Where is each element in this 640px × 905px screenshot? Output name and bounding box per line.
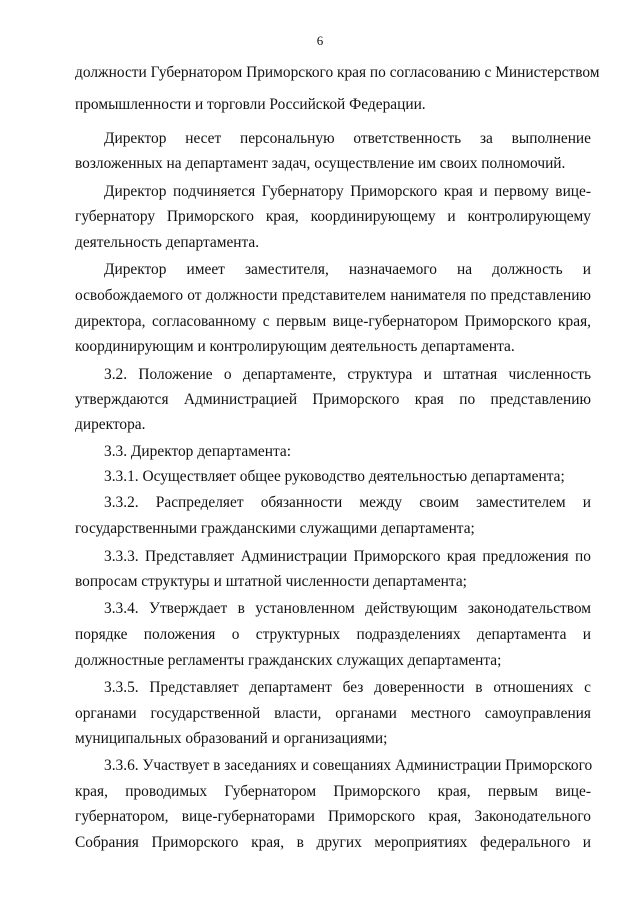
text-line: директора.: [75, 416, 146, 433]
text-line: 3.3.5. Представляет департамент без доверенности в отношениях с: [104, 679, 591, 696]
text-line: утверждаются Администрацией Приморского края по представлению: [75, 391, 591, 408]
text-line: 3.2. Положение о департаменте, структура и штатная численность: [104, 366, 591, 383]
text-line: губернатору Приморского края, координирующему и контролирующему: [75, 208, 591, 225]
text-line: должности Губернатором Приморского края по согласованию с Министерством: [75, 64, 600, 81]
text-line: порядке положения о структурных подразделениях департамента и: [75, 626, 591, 643]
page-number: 6: [316, 33, 324, 48]
text-line: Собрания Приморского края, в других мероприятиях федерального и: [75, 834, 591, 851]
text-line: Директор подчиняется Губернатору Приморского края и первому вице-: [104, 183, 591, 200]
text-line: 3.3.2. Распределяет обязанности между своим заместителем и: [104, 494, 591, 511]
text-line: Директор несет персональную ответственность за выполнение: [104, 130, 591, 147]
text-line: 3.3.6. Участвует в заседаниях и совещаниях Администрации Приморского: [104, 757, 593, 774]
text-line: 3.3.3. Представляет Администрации Приморского края предложения по: [104, 548, 591, 565]
text-line: должностные регламенты гражданских служащих департамента;: [75, 652, 502, 669]
text-line: промышленности и торговли Российской Федерации.: [75, 96, 426, 113]
text-line: 3.3.1. Осуществляет общее руководство деятельностью департамента;: [104, 468, 565, 485]
text-line: государственными гражданскими служащими департамента;: [75, 520, 475, 537]
text-line: 3.3.4. Утверждает в установленном действующим законодательством: [104, 600, 591, 617]
text-line: муниципальных образований и организациями;: [75, 730, 388, 747]
text-line: органами государственной власти, органами местного самоуправления: [75, 705, 591, 722]
text-line: возложенных на департамент задач, осуществление им своих полномочий.: [75, 155, 566, 172]
text-line: освобождаемого от должности представителем нанимателя по представлению: [75, 287, 591, 304]
text-line: Директор имеет заместителя, назначаемого на должность и: [104, 261, 591, 278]
text-line: вопросам структуры и штатной численности департамента;: [75, 573, 467, 590]
text-line: 3.3. Директор департамента:: [104, 443, 292, 460]
text-line: края, проводимых Губернатором Приморского края, первым вице-: [75, 783, 591, 800]
text-line: губернатором, вице-губернаторами Приморского края, Законодательного: [75, 808, 591, 825]
text-line: деятельность департамента.: [75, 234, 260, 251]
text-line: координирующим и контролирующим деятельность департамента.: [75, 338, 515, 355]
text-line: директора, согласованному с первым вице-губернатором Приморского края,: [75, 313, 591, 330]
